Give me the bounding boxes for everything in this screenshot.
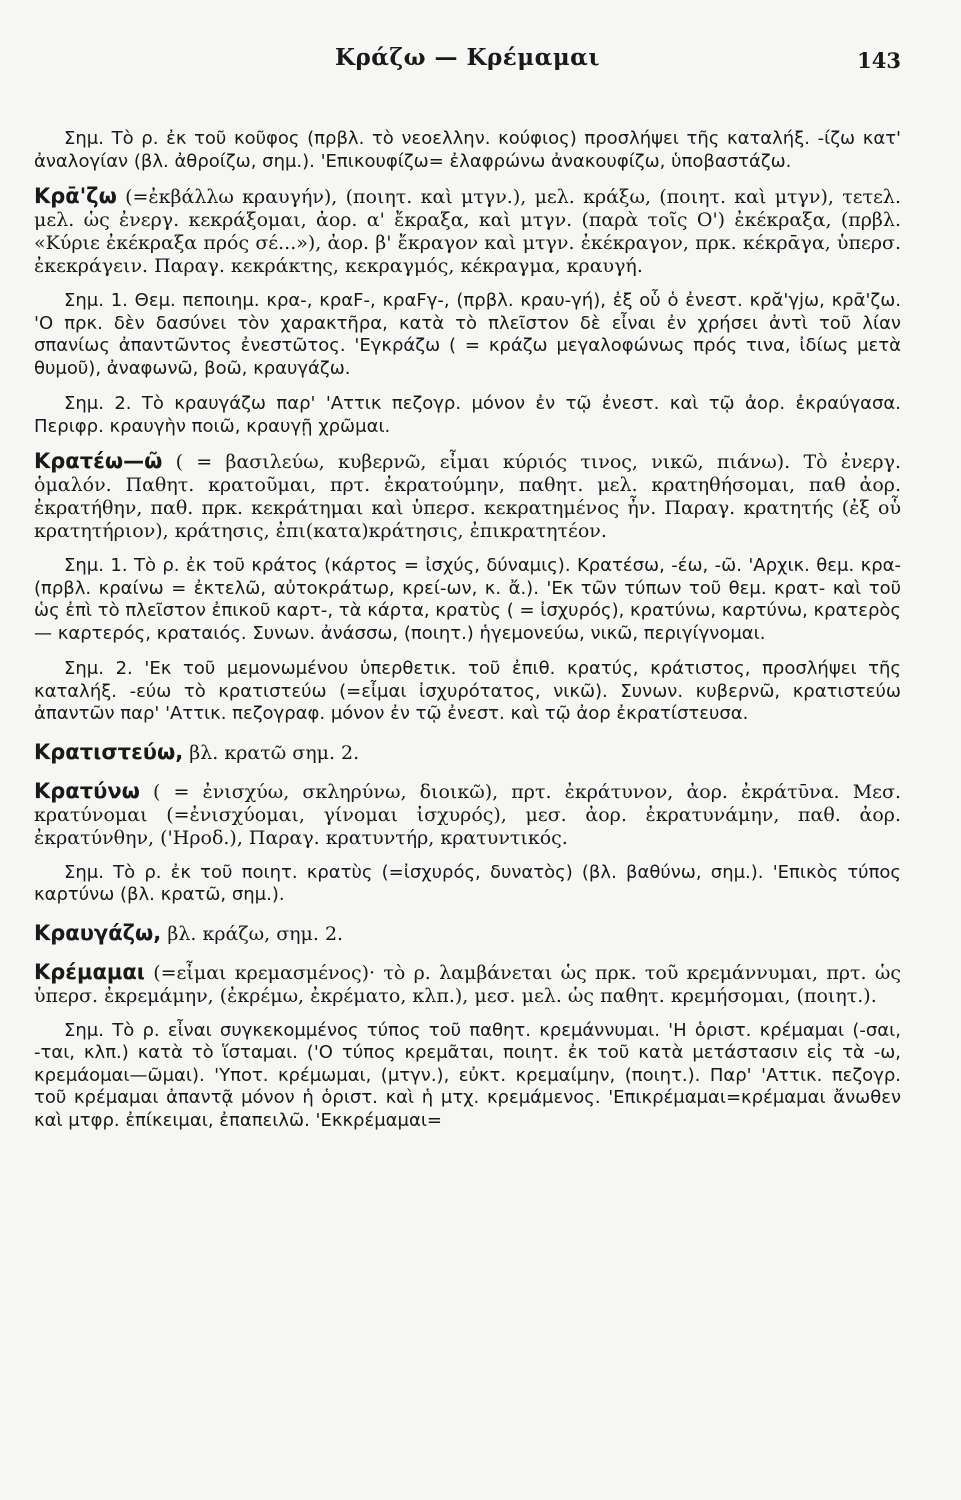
entry-headword: Κραυγάζω,: [34, 920, 162, 945]
note-paragraph: [34, 555, 901, 645]
entry-text: ( = ἐνισχύω, σκληρύνω, διοικῶ), πρτ. ἐκράτυνον, ἀορ. ἐκράτῡνα. Μεσ. κρατύνομαι (=ἐνισχύομαι, γίνομαι ἰσχυρός), μεσ. ἀορ. ἐκρατυνάμην, παθ. ἀορ. ἐκρατύνθην, ('Ηροδ.), Παραγ. κρατυντήρ, κρατυντικός.: [34, 780, 901, 849]
note-text: Σημ. Τὸ ρ. εἶναι συγκεκομμένος τύπος τοῦ παθητ. κρεμάννυμαι. 'Η ὁριστ. κρέμαμαι (-σαι, -ται, κλπ.) κατὰ τὸ ἵσταμαι. ('Ο τύπος κρεμᾶται, ποιητ. ἐκ τοῦ κατὰ μετάστασιν εἰς τὰ -ω, κρεμάομαι—ῶμαι). 'Υποτ. κρέμωμαι, (μτγν.), εὐκτ. κρεμαίμην, (ποιητ.). Παρ' 'Αττικ. πεζογρ. τοῦ κρέμαμαι ἀπαντᾷ μόνον ἡ ὁριστ. καὶ ἡ μτχ. κρεμάμενος. 'Επικρέμαμαι=κρέμαμαι ἄνωθεν καὶ μτφρ. ἐπίκειμαι, ἐπαπειλῶ. 'Εκκρέμαμαι=: [34, 1019, 901, 1131]
entry-text: ( = βασιλεύω, κυβερνῶ, εἶμαι κύριός τινος, νικῶ, πιάνω). Τὸ ἐνεργ. ὁμαλόν. Παθητ. κρατοῦμαι, πρτ. ἐκρατούμην, παθητ. μελ. κρατηθήσομαι, παθ ἀορ. ἐκρατήθην, παθ. πρκ. κεκράτημαι καὶ ὑπερσ. κεκρατημένος ἦν. Παραγ. κρατητής (ἐξ οὗ κρατητήριον), κράτησις, ἐπι(κατα)κράτησις, ἐπικρατητέον.: [34, 451, 901, 542]
note-paragraph: [34, 658, 901, 726]
note-text: Σημ. Τὸ ρ. ἐκ τοῦ κοῦφος (πρβλ. τὸ νεοελλην. κούφιος) προσλήψει τῆς καταλήξ. -ίζω κατ' ἀναλογίαν (βλ. ἀθροίζω, σημ.). 'Επικουφίζω= ἐλαφρώνω ἀνακουφίζω, ὑποβαστάζω.: [34, 128, 901, 172]
note-text: Σημ. 1. Τὸ ρ. ἐκ τοῦ κράτος (κάρτος = ἰσχύς, δύναμις). Κρατέσω, -έω, -ῶ. 'Αρχικ. θεμ. κρα- (πρβλ. κραίνω = ἐκτελῶ, αὐτοκράτωρ, κρεί-ων, κ. ἄ.). 'Εκ τῶν τύπων τοῦ θεμ. κρατ- καὶ τοῦ ὡς ἐπὶ τὸ πλεῖστον ἐπικοῦ καρτ-, τὰ κάρτα, κρατὺς ( = ἰσχυρός), κρατύνω, καρτύνω, κρατερὸς— καρτερός, κραταιός. Συνων. ἀνάσσω, (ποιητ.) ἡγεμονεύω, νικῶ, περιγίγνομαι.: [34, 555, 901, 644]
dictionary-entry: [34, 780, 901, 850]
note-text: Σημ. 1. Θεμ. πεποιημ. κρα-, κραϜ-, κραϜγ-, (πρβλ. κραυ-γή), ἐξ οὗ ὁ ἐνεστ. κρᾰ'γjω, κρᾱ'ζω. 'Ο πρκ. δὲν δασύνει τὸν χαρακτῆρα, κατὰ τὸ πλεῖστον δὲ εἶναι ἐν χρήσει ἀντὶ τοῦ λίαν σπανίως ἀπαντῶντος ἐνεστῶτος. 'Εγκράζω ( = κράζω μεγαλοφώνως πρός τινα, ἰδίως μετὰ θυμοῦ), ἀναφωνῶ, βοῶ, κραυγάζω.: [34, 290, 901, 379]
note-text: Σημ. 2. Τὸ κραυγάζω παρ' 'Αττικ πεζογρ. μόνον ἐν τῷ ἐνεστ. καὶ τῷ ἀορ. ἐκραύγασα. Περιφρ. κραυγὴν ποιῶ, κραυγῇ χρῶμαι.: [34, 393, 901, 437]
dictionary-entry: [34, 961, 901, 1008]
entry-text: βλ. κράζω, σημ. 2.: [161, 922, 344, 945]
entry-headword: Κρέμαμαι: [34, 959, 145, 984]
note-paragraph: [34, 128, 901, 173]
note-paragraph: [34, 393, 901, 438]
note-paragraph: [34, 290, 901, 380]
dictionary-entry: [34, 741, 901, 765]
entries-column: [34, 128, 901, 1132]
page-number: 143: [857, 48, 901, 73]
running-head: [34, 44, 901, 84]
note-text: Σημ. 2. 'Εκ τοῦ μεμονωμένου ὑπερθετικ. τοῦ ἐπιθ. κρατύς, κράτιστος, προσλήψει τῆς καταλήξ. -εύω τὸ κρατιστεύω (=εἶμαι ἰσχυρότατος, νικῶ). Συνων. κυβερνῶ, κρατιστεύω ἀπαντῶν παρ' 'Αττικ. πεζογραφ. μόνον ἐν τῷ ἐνεστ. καὶ τῷ ἀορ ἐκρατίστευσα.: [34, 658, 901, 724]
note-paragraph: [34, 1020, 901, 1133]
dictionary-entry: [34, 185, 901, 278]
entry-text: (=εἶμαι κρεμασμένος)· τὸ ρ. λαμβάνεται ὡς πρκ. τοῦ κρεμάννυμαι, πρτ. ὡς ὑπερσ. ἐκρεμάμην, (ἐκρέμω, ἐκρέματο, κλπ.), μεσ. μελ. ὡς παθητ. κρεμήσομαι, (ποιητ.).: [34, 961, 901, 1007]
entry-headword: Κρατύνω: [34, 778, 140, 803]
dictionary-entry: [34, 922, 901, 946]
note-text: Σημ. Τὸ ρ. ἐκ τοῦ ποιητ. κρατὺς (=ἰσχυρός, δυνατὸς) (βλ. βαθύνω, σημ.). 'Επικὸς τύπος καρτύνω (βλ. κρατῶ, σημ.).: [34, 861, 901, 905]
entry-text: (=ἐκβάλλω κραυγήν), (ποιητ. καὶ μτγν.), μελ. κράξω, (ποιητ. καὶ μτγν), τετελ. μελ. ὡς ἐνεργ. κεκράξομαι, ἀορ. α' ἔκραξα, καὶ μτγν. (παρὰ τοῖς Ο') ἐκέκραξα, (πρβλ. «Κύριε ἐκέκραξα πρός σέ...»), ἀορ. β' ἔκραγον καὶ μτγν. ἐκέκραγον, πρκ. κέκρᾱγα, ὑπερσ. ἐκεκράγειν. Παραγ. κεκράκτης, κεκραγμός, κέκραγμα, κραυγή.: [34, 186, 901, 277]
entry-headword: Κρατέω—ῶ: [34, 449, 163, 473]
running-head-title: Κράζω — Κρέμαμαι: [335, 44, 600, 71]
entry-text: βλ. κρατῶ σημ. 2.: [183, 741, 360, 764]
dictionary-entry: [34, 450, 901, 543]
entry-headword: Κρατιστεύω,: [34, 739, 184, 764]
note-paragraph: [34, 862, 901, 907]
entry-headword: Κρᾱ'ζω: [34, 184, 117, 208]
